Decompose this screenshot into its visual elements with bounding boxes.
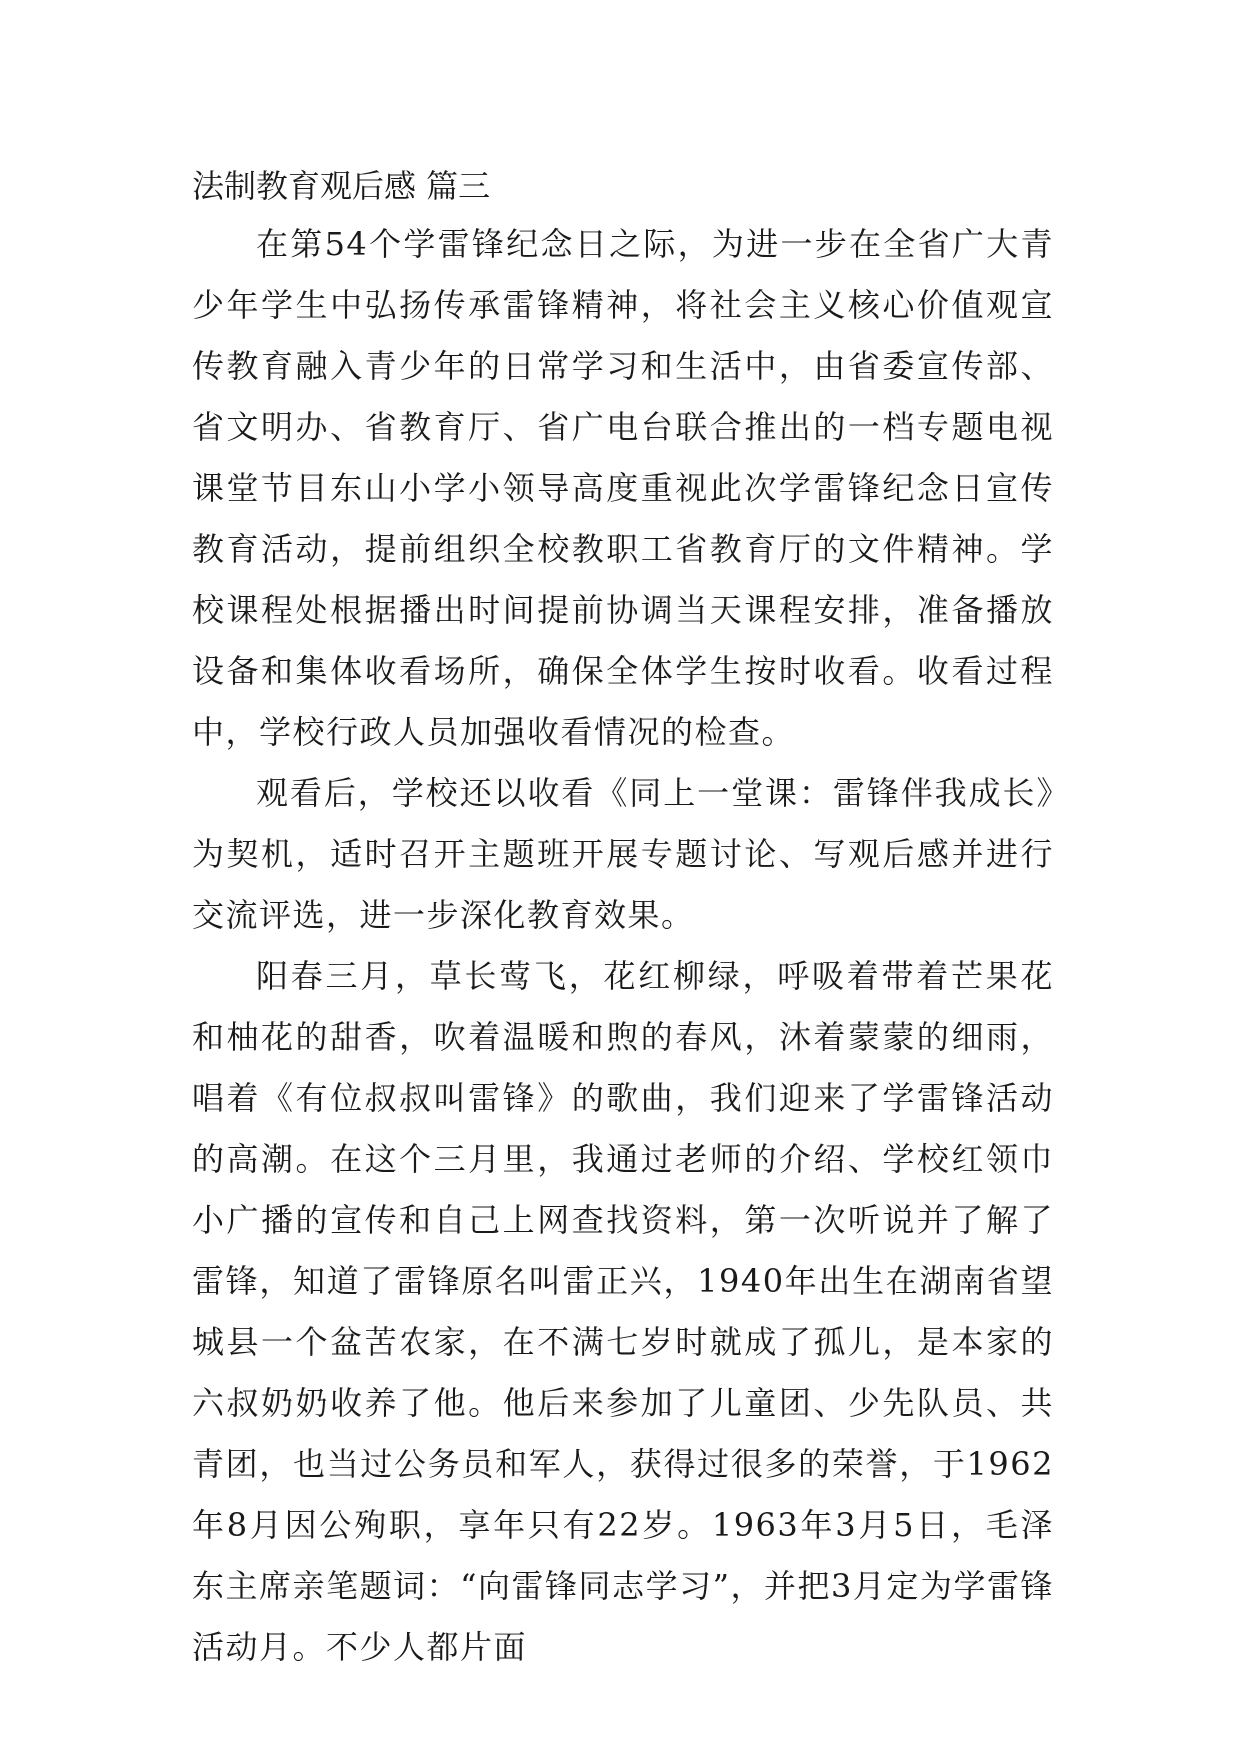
paragraph-3: 阳春三月，草长莺飞，花红柳绿，呼吸着带着芒果花和柚花的甜香，吹着温暖和煦的春风，沐着蒙蒙的细雨，唱着《有位叔叔叫雷锋》的歌曲，我们迎来了学雷锋活动的高潮。在这个三月里，我通过老师的介绍、学校红领巾小广播的宣传和自己上网查找资料，第一次听说并了解了雷锋，知道了雷锋原名叫雷正兴，1940年出生在湖南省望城县一个盆苦农家，在不满七岁时就成了孤儿，是本家的六叔奶奶收养了他。他后来参加了儿童团、少先队员、共青团，也当过公务员和军人，获得过很多的荣誉，于1962年8月因公殉职，享年只有22岁。1963年3月5日，毛泽东主席亲笔题词：“向雷锋同志学习”，并把3月定为学雷锋活动月。不少人都片面 — [192, 957, 1054, 1666]
paragraph-2: 观看后，学校还以收看《同上一堂课：雷锋伴我成长》为契机，适时召开主题班开展专题讨论、写观后感并进行交流评选，进一步深化教育效果。 — [192, 774, 1054, 934]
document-page — [192, 158, 1054, 1678]
document-heading: 法制教育观后感 篇三 — [192, 167, 491, 205]
paragraph-1: 在第54个学雷锋纪念日之际，为进一步在全省广大青少年学生中弘扬传承雷锋精神，将社会主义核心价值观宣传教育融入青少年的日常学习和生活中，由省委宣传部、省文明办、省教育厅、省广电台联合推出的一档专题电视课堂节目东山小学小领导高度重视此次学雷锋纪念日宣传教育活动，提前组织全校教职工省教育厅的文件精神。学校课程处根据播出时间提前协调当天课程安排，准备播放设备和集体收看场所，确保全体学生按时收看。收看过程中，学校行政人员加强收看情况的检查。 — [192, 225, 1054, 751]
